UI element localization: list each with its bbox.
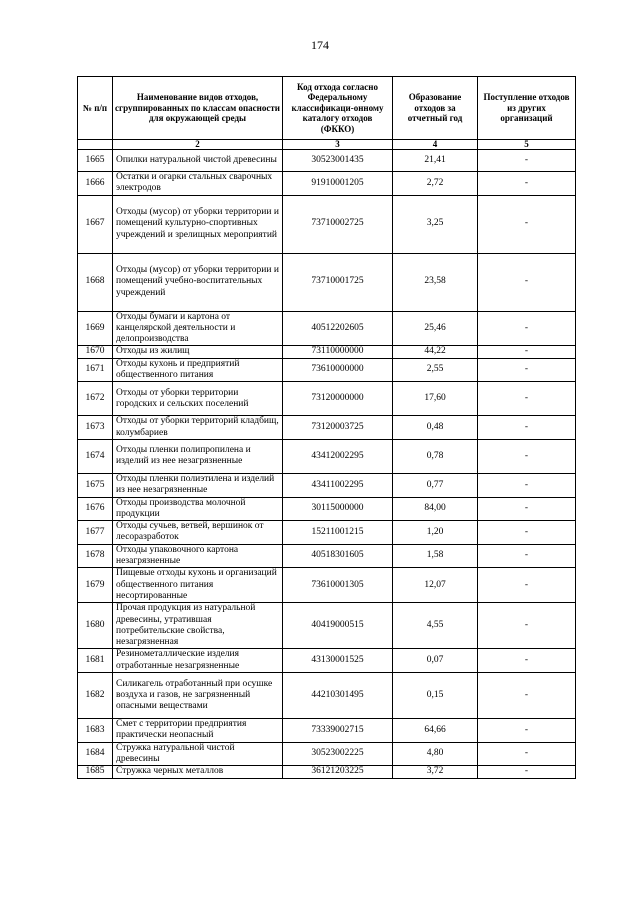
generated-amount: 2,72 (393, 172, 478, 196)
waste-name: Отходы (мусор) от уборки территории и помещений учебно-воспитательных учреждений (113, 253, 283, 311)
fkko-code: 73710002725 (283, 195, 393, 253)
table-row (78, 172, 576, 196)
row-number: 1684 (78, 742, 113, 766)
generated-amount: 25,46 (393, 311, 478, 346)
fkko-code: 91910001205 (283, 172, 393, 196)
row-number: 1666 (78, 172, 113, 196)
waste-name: Отходы сучьев, ветвей, вершинок от лесоразработок (113, 521, 283, 545)
received-amount: - (478, 497, 576, 521)
waste-name: Остатки и огарки стальных сварочных электродов (113, 172, 283, 196)
received-amount: - (478, 521, 576, 545)
fkko-code: 30523002225 (283, 742, 393, 766)
header-number: № п/п (78, 77, 113, 140)
header-waste-name: Наименование видов отходов, сгруппированных по классам опасности для окружающей среды (113, 77, 283, 140)
fkko-code: 15211001215 (283, 521, 393, 545)
received-amount: - (478, 603, 576, 649)
table-body (78, 150, 576, 779)
row-number: 1671 (78, 358, 113, 382)
header-fkko-code: Код отхода согласно Федеральному классификаци-онному каталогу отходов (ФККО) (283, 77, 393, 140)
row-number: 1683 (78, 719, 113, 743)
generated-amount: 84,00 (393, 497, 478, 521)
table-row (78, 544, 576, 568)
row-number: 1685 (78, 766, 113, 778)
received-amount: - (478, 649, 576, 673)
table-row (78, 358, 576, 382)
table-row (78, 253, 576, 311)
table-row (78, 311, 576, 346)
generated-amount: 4,55 (393, 603, 478, 649)
received-amount: - (478, 150, 576, 172)
generated-amount: 1,58 (393, 544, 478, 568)
received-amount: - (478, 673, 576, 719)
received-amount: - (478, 311, 576, 346)
waste-name: Отходы пленки полиэтилена и изделий из нее незагрязненные (113, 473, 283, 497)
waste-name: Силикагель отработанный при осушке воздуха и газов, не загрязненный опасными веществами (113, 673, 283, 719)
waste-name: Прочая продукция из натуральной древесины, утратившая потребительские свойства, незагрязненная (113, 603, 283, 649)
waste-name: Смет с территории предприятия практически неопасный (113, 719, 283, 743)
column-number (78, 140, 113, 150)
row-number: 1667 (78, 195, 113, 253)
received-amount: - (478, 172, 576, 196)
table-row (78, 346, 576, 358)
generated-amount: 17,60 (393, 382, 478, 416)
row-number: 1670 (78, 346, 113, 358)
waste-name: Отходы бумаги и картона от канцелярской деятельности и делопроизводства (113, 311, 283, 346)
received-amount: - (478, 742, 576, 766)
fkko-code: 30523001435 (283, 150, 393, 172)
fkko-code: 40419000515 (283, 603, 393, 649)
waste-name: Опилки натуральной чистой древесины (113, 150, 283, 172)
generated-amount: 0,07 (393, 649, 478, 673)
table-row (78, 439, 576, 473)
row-number: 1678 (78, 544, 113, 568)
table-row (78, 497, 576, 521)
fkko-code: 36121203225 (283, 766, 393, 778)
generated-amount: 4,80 (393, 742, 478, 766)
generated-amount: 3,25 (393, 195, 478, 253)
generated-amount: 0,78 (393, 439, 478, 473)
fkko-code: 73339002715 (283, 719, 393, 743)
generated-amount: 44,22 (393, 346, 478, 358)
waste-name: Стружка натуральной чистой древесины (113, 742, 283, 766)
table-row (78, 473, 576, 497)
fkko-code: 73120003725 (283, 416, 393, 440)
received-amount: - (478, 195, 576, 253)
received-amount: - (478, 253, 576, 311)
received-amount: - (478, 544, 576, 568)
waste-table (77, 76, 576, 779)
row-number: 1672 (78, 382, 113, 416)
generated-amount: 3,72 (393, 766, 478, 778)
row-number: 1681 (78, 649, 113, 673)
waste-name: Отходы пленки полипропилена и изделий из нее незагрязненные (113, 439, 283, 473)
generated-amount: 64,66 (393, 719, 478, 743)
fkko-code: 73610001305 (283, 568, 393, 603)
waste-name: Резинометаллические изделия отработанные незагрязненные (113, 649, 283, 673)
row-number: 1668 (78, 253, 113, 311)
table-row (78, 719, 576, 743)
waste-name: Отходы от уборки территорий кладбищ, колумбариев (113, 416, 283, 440)
generated-amount: 2,55 (393, 358, 478, 382)
generated-amount: 0,15 (393, 673, 478, 719)
row-number: 1674 (78, 439, 113, 473)
table-row (78, 766, 576, 778)
generated-amount: 0,48 (393, 416, 478, 440)
header-received: Поступление отходов из других организаций (478, 77, 576, 140)
table-row (78, 150, 576, 172)
fkko-code: 43130001525 (283, 649, 393, 673)
generated-amount: 12,07 (393, 568, 478, 603)
row-number: 1682 (78, 673, 113, 719)
row-number: 1680 (78, 603, 113, 649)
waste-name: Пищевые отходы кухонь и организаций общественного питания несортированные (113, 568, 283, 603)
waste-name: Отходы от уборки территории городских и сельских поселений (113, 382, 283, 416)
waste-name: Отходы (мусор) от уборки территории и помещений культурно-спортивных учреждений и зрелищных мероприятий (113, 195, 283, 253)
row-number: 1669 (78, 311, 113, 346)
fkko-code: 30115000000 (283, 497, 393, 521)
table-row (78, 382, 576, 416)
table-row (78, 568, 576, 603)
fkko-code: 73710001725 (283, 253, 393, 311)
waste-name: Стружка черных металлов (113, 766, 283, 778)
fkko-code: 40512202605 (283, 311, 393, 346)
row-number: 1677 (78, 521, 113, 545)
column-number: 2 (113, 140, 283, 150)
generated-amount: 21,41 (393, 150, 478, 172)
received-amount: - (478, 346, 576, 358)
column-number: 3 (283, 140, 393, 150)
generated-amount: 1,20 (393, 521, 478, 545)
waste-name: Отходы из жилищ (113, 346, 283, 358)
received-amount: - (478, 439, 576, 473)
received-amount: - (478, 358, 576, 382)
generated-amount: 0,77 (393, 473, 478, 497)
table-row (78, 521, 576, 545)
row-number: 1679 (78, 568, 113, 603)
table-row (78, 603, 576, 649)
received-amount: - (478, 766, 576, 778)
row-number: 1665 (78, 150, 113, 172)
column-numbers-row (78, 140, 576, 150)
fkko-code: 73120000000 (283, 382, 393, 416)
header-generated: Образование отходов за отчетный год (393, 77, 478, 140)
received-amount: - (478, 382, 576, 416)
table-row (78, 742, 576, 766)
waste-name: Отходы упаковочного картона незагрязненные (113, 544, 283, 568)
row-number: 1675 (78, 473, 113, 497)
table-header-row (78, 77, 576, 140)
fkko-code: 40518301605 (283, 544, 393, 568)
fkko-code: 43411002295 (283, 473, 393, 497)
table-row (78, 649, 576, 673)
column-number: 5 (478, 140, 576, 150)
waste-name: Отходы кухонь и предприятий общественного питания (113, 358, 283, 382)
row-number: 1676 (78, 497, 113, 521)
generated-amount: 23,58 (393, 253, 478, 311)
fkko-code: 73110000000 (283, 346, 393, 358)
received-amount: - (478, 719, 576, 743)
waste-name: Отходы производства молочной продукции (113, 497, 283, 521)
page-number: 174 (311, 38, 329, 52)
table-row (78, 416, 576, 440)
fkko-code: 73610000000 (283, 358, 393, 382)
table-row (78, 195, 576, 253)
table-row (78, 673, 576, 719)
column-number: 4 (393, 140, 478, 150)
received-amount: - (478, 568, 576, 603)
fkko-code: 43412002295 (283, 439, 393, 473)
received-amount: - (478, 416, 576, 440)
row-number: 1673 (78, 416, 113, 440)
fkko-code: 44210301495 (283, 673, 393, 719)
received-amount: - (478, 473, 576, 497)
